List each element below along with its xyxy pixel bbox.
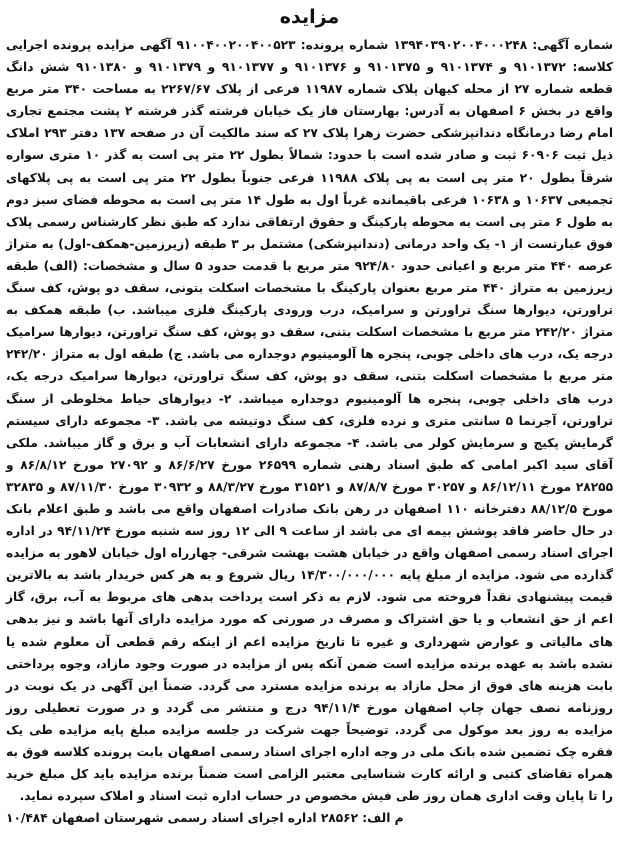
notice-body [6, 34, 613, 829]
notice-paragraph: شماره آگهی: ۱۳۹۴۰۳۹۰۲۰۰۴۰۰۰۲۴۸ شماره پرونده: ۹۱۰۰۴۰۰۲۰۰۴۰۰۵۲۳ آگهی مزایده پرونده اجرایی کلاسه: ۹۱۰۱۳۷۲ و ۹۱۰۱۳۷۴ و ۹۱۰۱۳۷۵ و ۹۱۰۱۳۷۶ و ۹۱۰۱۳۷۷ و ۹۱۰۱۳۷۹ و ۹۱۰۱۳۸۰ شش دانگ قطعه شماره ۲۷ از محله کیهان پلاک شماره ۱۱۹۸۷ فرعی از پلاک ۲۲۶۷/۶۷ به مساحت ۳۴۰ متر مربع واقع در بخش ۶ اصفهان به آدرس: بهارستان فاز یک خیابان فرشته گذر فرشته ۲ پشت مجتمع تجاری امام رضا درمانگاه دندانپزشکی حضرت زهرا پلاک ۲۷ که سند مالکیت آن در صفحه ۱۳۷ دفتر ۲۹۳ املاک ذیل ثبت ۶۰۹۰۶ ثبت و صادر شده است با حدود: شمالاً بطول ۲۲ متر پی است به گذر ۱۰ متری سواره شرقاً بطول ۲۰ متر پی است به پی پلاک ۱۱۹۸۸ فرعی جنوباً بطول ۲۲ متر پی است به پی پلاکهای تجمیعی ۱۰۶۳۷ و ۱۰۶۳۸ فرعی باقیمانده غرباً اول به طول ۱۴ متر پی است به محوطه فضای سبز دوم به طول ۶ متر پی است به محوطه پارکینگ و حقوق ارتفاقی ندارد که طبق نظر کارشناس رسمی پلاک فوق عبارتست از ۱- یک واحد درمانی (دندانپزشکی) مشتمل بر ۳ طبقه (زیرزمین-همکف-اول) به متراژ عرصه ۴۴۰ متر مربع و اعیانی حدود ۹۲۴/۸۰ متر مربع با قدمت حدود ۵ سال و مشخصات: (الف) طبقه زیرزمین به متراژ ۴۴۰ متر مربع بعنوان پارکینگ با مشخصات اسکلت بتونی، سقف دو پوش، کف سنگ تراورتن، دیوارها سنگ تراورتن و سرامیک، درب ورودی پارکینگ فلزی میباشد. ب) طبقه همکف به متراژ ۲۴۲/۲۰ متر مربع با مشخصات اسکلت بتنی، سقف دو پوش، کف سنگ تراورتن، دیوارها سرامیک درجه یک، درب های داخلی چوبی، پنجره ها آلومینیوم دوجداره می باشد. ج) طبقه اول به متراژ ۲۴۲/۲۰ متر مربع با مشخصات اسکلت بتنی، سقف دو پوش، کف سنگ تراورتن، دیوارها سرامیک درجه یک، درب های داخلی چوبی، پنجره ها آلومینیوم دوجداره میباشد. ۲- دیوارهای حیاط مخلوطی از سنگ تراورتن، آجرنما ۵ سانتی متری و نرده فلزی، کف سنگ دوتیشه می باشد. ۳- مجموعه دارای سیستم گرمایش پکیج و سرمایش کولر می باشد. ۴- مجموعه دارای انشعابات آب و برق و گاز میباشد. ملکی آقای سید اکبر امامی که طبق اسناد رهنی شماره ۲۶۵۹۹ مورخ ۸۶/۶/۲۷ و ۲۷۰۹۲ مورخ ۸۶/۸/۱۲ و ۲۸۲۵۵ مورخ ۸۶/۱۲/۱۱ و ۳۰۲۵۷ مورخ ۸۷/۸/۷ و ۳۱۵۲۱ مورخ ۸۸/۳/۲۷ و ۳۰۹۳۲ مورخ ۸۷/۱۱/۳۰ و ۳۲۸۳۵ مورخ ۸۸/۱۲/۵ دفترخانه ۱۱۰ اصفهان در رهن بانک صادرات اصفهان واقع می باشد و طبق اعلام بانک در حال حاضر فاقد پوشش بیمه ای می باشد از ساعت ۹ الی ۱۲ روز سه شنبه مورخ ۹۴/۱۱/۲۴ در اداره اجرای اسناد رسمی اصفهان واقع در خیابان هشت بهشت شرقی- چهارراه اول خیابان لاهور به مزایده گذارده می شود. مزایده از مبلغ پایه ۱۴/۳۰۰/۰۰۰/۰۰۰ ریال شروع و به هر کس خریدار باشد به بالاترین قیمت پیشنهادی نقداً فروخته می شود. لازم به ذکر است پرداخت بدهی های مربوط به آب، برق، گاز اعم از حق انشعاب و یا حق اشتراک و مصرف در صورتی که مورد مزایده دارای آنها باشد و نیز بدهی های مالیاتی و عوارض شهرداری و غیره تا تاریخ مزایده اعم از اینکه رقم قطعی آن معلوم شده یا نشده باشد به عهده برنده مزایده است ضمن آنکه پس از مزایده در صورت وجود مازاد، وجوه پرداختی بابت هزینه های فوق از محل مازاد به برنده مزایده مسترد می گردد. ضمناً این آگهی در یک نوبت در روزنامه نصف جهان چاپ اصفهان مورخ ۹۴/۱۱/۴ درج و منتشر می گردد و در صورت تعطیلی روز مزایده به روز بعد موکول می گردد. توضیحاً جهت شرکت در جلسه مزایده مبلغ پایه مزایده طی یک فقره چک تضمین شده بانک ملی در وجه اداره اجرای اسناد رسمی اصفهان بابت پرونده کلاسه فوق به همراه تقاضای کتبی و ارائه کارت شناسایی معتبر الزامی است ضمناً برنده مزایده باید کل مبلغ خرید را تا پایان وقت اداری همان روز طی فیش مخصوص در حساب اداره ثبت اسناد و املاک سپرده نماید. [6, 38, 614, 804]
notice-signature: م الف: ۲۸۵۶۲ اداره اجرای اسناد رسمی شهرستان اصفهان ۱۰/۴۸۴ [6, 811, 404, 826]
notice-title: مزایده [279, 6, 340, 28]
